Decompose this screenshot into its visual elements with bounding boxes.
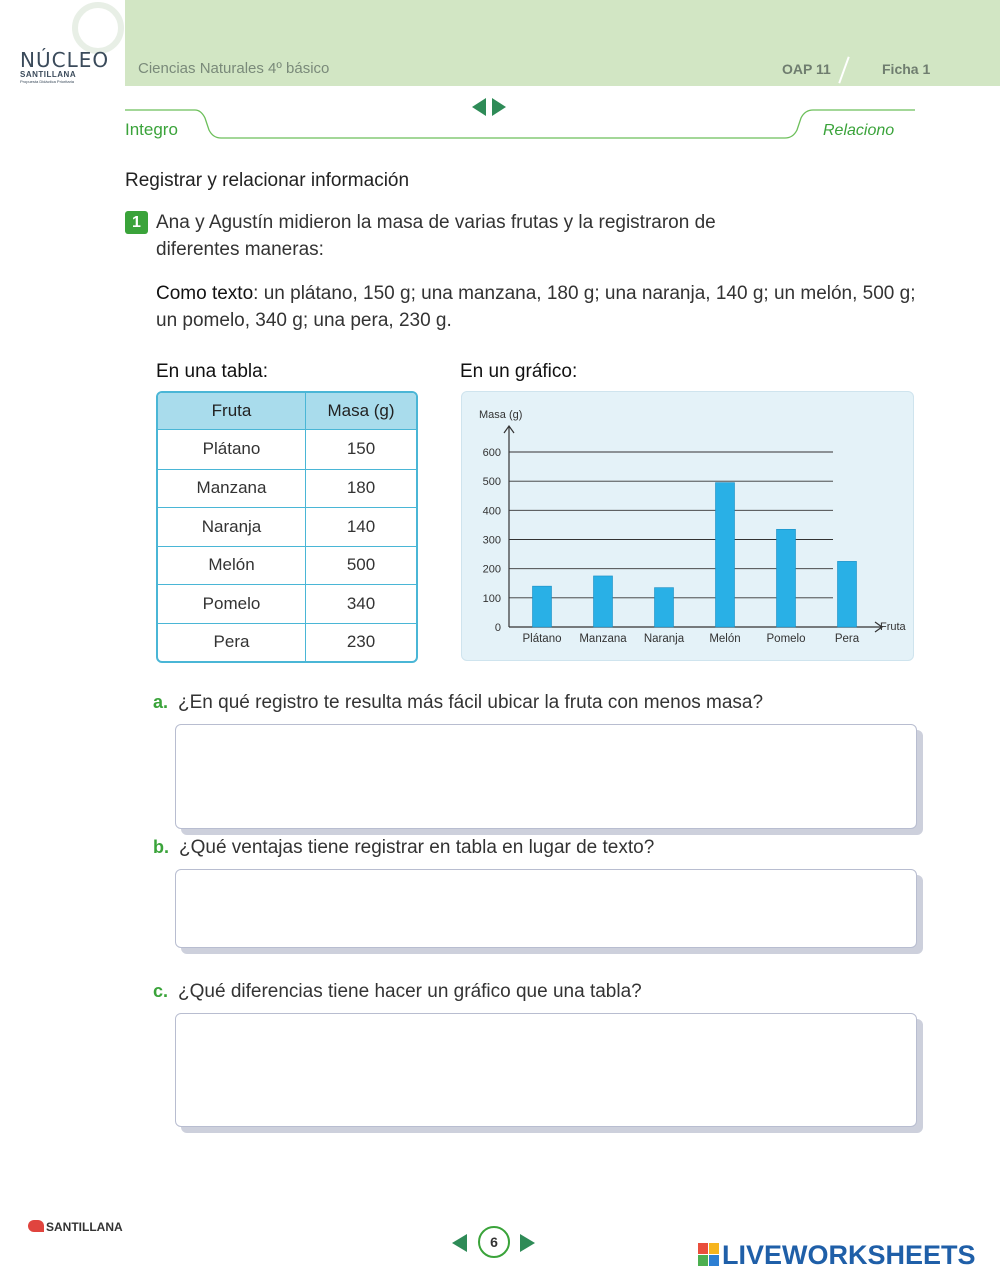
section-nav xyxy=(472,98,506,121)
logo-word: NÚCLEO xyxy=(20,48,110,72)
page-number: 6 xyxy=(478,1226,510,1258)
question-b-text: ¿Qué ventajas tiene registrar en tabla en lugar de texto? xyxy=(179,837,655,858)
y-tick-label: 100 xyxy=(482,592,501,605)
table-cell-fruit: Pera xyxy=(158,623,306,662)
logo-tagline: Propuesta Didáctica Prioritaria xyxy=(20,79,75,84)
subject-label: Ciencias Naturales 4º básico xyxy=(138,60,330,77)
section-bar-line xyxy=(125,108,915,140)
section-integro: Integro xyxy=(125,120,178,139)
question-c-text: ¿Qué diferencias tiene hacer un gráfico que una tabla? xyxy=(178,981,642,1002)
ficha-label: Ficha 1 xyxy=(882,61,931,77)
logo-brand: SANTILLANA xyxy=(20,70,77,79)
page-prev-icon[interactable] xyxy=(452,1234,467,1252)
question-c-letter: c. xyxy=(153,981,169,1001)
chart-bar xyxy=(533,586,552,627)
table-cell-mass: 500 xyxy=(306,546,416,585)
table-cell-mass: 140 xyxy=(306,507,416,546)
section-title: Registrar y relacionar información xyxy=(125,170,410,191)
y-tick-label: 600 xyxy=(482,447,501,459)
question-intro: Ana y Agustín midieron la masa de varias frutas y la registraron de diferentes maneras: xyxy=(156,212,716,260)
y-axis-label: Masa (g) xyxy=(479,409,523,421)
table-row xyxy=(158,469,416,508)
santillana-logo: SANTILLANA xyxy=(28,1220,123,1234)
table-cell-fruit: Naranja xyxy=(158,507,306,546)
y-tick-label: 300 xyxy=(482,534,501,547)
oap-label: OAP 11 xyxy=(782,61,831,77)
x-tick-label: Plátano xyxy=(522,633,562,645)
fruit-mass-table xyxy=(156,391,418,663)
table-cell-fruit: Plátano xyxy=(158,430,306,469)
table-header-row xyxy=(158,393,416,430)
x-axis-label: Fruta xyxy=(880,621,906,633)
x-tick-label: Melón xyxy=(709,633,741,645)
santillana-mark-icon xyxy=(28,1220,44,1232)
chart-bar xyxy=(655,588,674,627)
x-tick-label: Pomelo xyxy=(766,633,806,645)
table-row xyxy=(158,546,416,585)
section-relaciono: Relaciono xyxy=(823,122,895,139)
y-tick-label: 0 xyxy=(494,622,501,634)
prev-arrow-icon[interactable] xyxy=(472,98,486,116)
answer-box-c[interactable] xyxy=(175,1013,917,1127)
liveworksheets-logo-icon xyxy=(698,1243,720,1267)
table-cell-fruit: Pomelo xyxy=(158,584,306,623)
question-b xyxy=(153,837,654,859)
table-cell-fruit: Melón xyxy=(158,546,306,585)
logo-circle-decoration xyxy=(72,2,124,54)
table-label: En una tabla: xyxy=(156,361,268,382)
x-tick-label: Manzana xyxy=(579,633,627,645)
answer-box-a[interactable] xyxy=(175,724,917,829)
as-text-label: Como texto xyxy=(156,283,254,304)
chart-bar xyxy=(838,561,857,627)
fruit-mass-bar-chart xyxy=(461,391,914,661)
chart-bar xyxy=(716,483,735,627)
table-header-masa: Masa (g) xyxy=(306,393,416,430)
question-c xyxy=(153,981,642,1003)
x-tick-label: Naranja xyxy=(643,633,685,645)
nucleo-logo xyxy=(20,50,109,84)
as-text-body: : un plátano, 150 g; una manzana, 180 g; una naranja, 140 g; un melón, 500 g; un pomelo, 340 g; una pera, 230 g. xyxy=(156,283,916,331)
y-tick-label: 400 xyxy=(482,505,501,518)
table-cell-mass: 180 xyxy=(306,469,416,508)
table-row xyxy=(158,584,416,623)
chart-bar xyxy=(594,576,613,627)
table-cell-mass: 150 xyxy=(346,439,376,459)
liveworksheets-watermark: LIVEWORKSHEETS xyxy=(698,1240,976,1271)
table-cell-mass: 230 xyxy=(306,623,416,662)
table-row xyxy=(158,430,416,469)
answer-box-b[interactable] xyxy=(175,869,917,948)
as-text-paragraph xyxy=(156,280,916,334)
table-cell-fruit: Manzana xyxy=(158,469,306,508)
question-number: 1 xyxy=(125,211,148,234)
table-row xyxy=(158,507,416,546)
table-header-fruta: Fruta xyxy=(158,393,306,430)
page-next-icon[interactable] xyxy=(520,1234,535,1252)
question-a-letter: a. xyxy=(153,692,169,712)
y-tick-label: 500 xyxy=(482,476,501,489)
page-header xyxy=(0,0,1000,86)
chart-label: En un gráfico: xyxy=(460,361,578,382)
table-row xyxy=(158,623,416,662)
table-cell-mass: 340 xyxy=(306,584,416,623)
y-tick-label: 200 xyxy=(482,563,501,576)
next-arrow-icon[interactable] xyxy=(492,98,506,116)
question-a xyxy=(153,692,763,714)
question-a-text: ¿En qué registro te resulta más fácil ubicar la fruta con menos masa? xyxy=(178,692,764,713)
question-b-letter: b. xyxy=(153,837,169,857)
x-tick-label: Pera xyxy=(834,633,860,645)
chart-bar xyxy=(777,529,796,627)
